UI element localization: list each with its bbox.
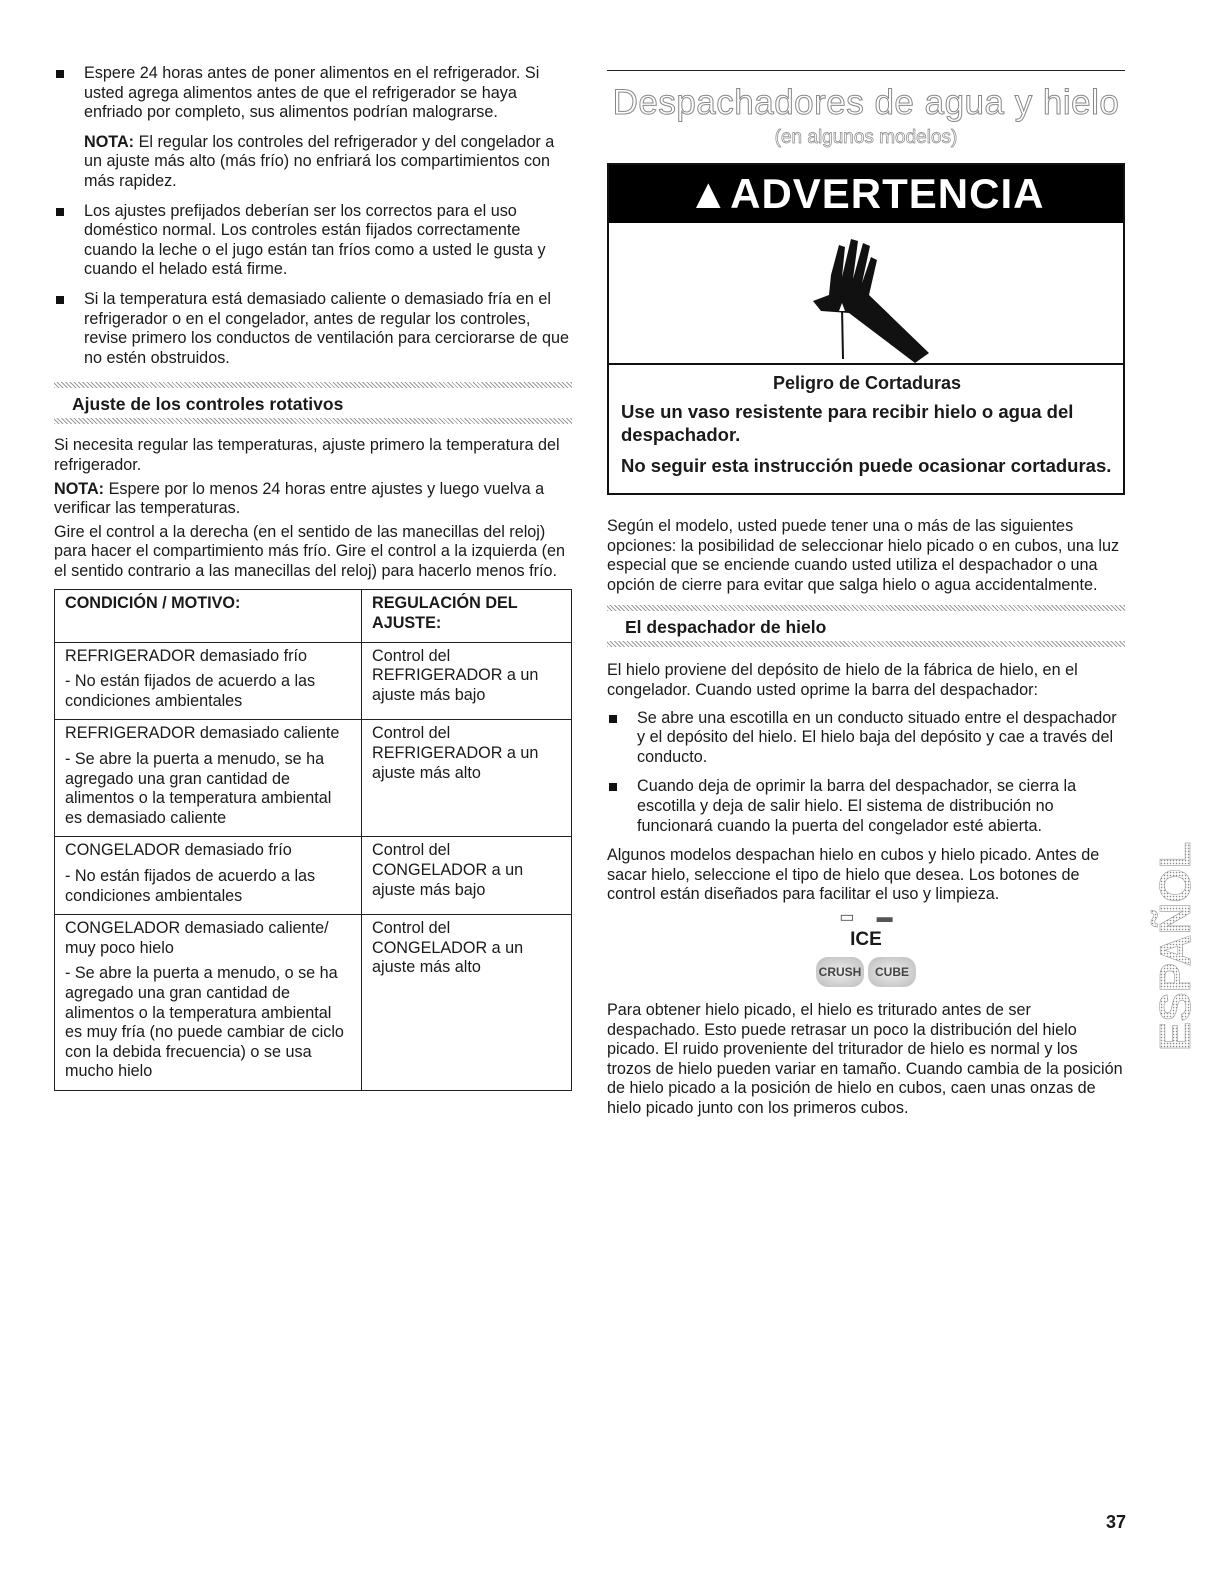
indicator-icon: ▭ ▬	[839, 908, 893, 926]
list-item: Cuando deja de oprimir la barra del despachador, se cierra la escotilla y deja de salir hielo. El sistema de distribución no funcionará cuando la puerta del congelador esté abierta.	[607, 777, 1125, 836]
section-title: Ajuste de los controles rotativos	[72, 394, 344, 415]
top-rule	[607, 70, 1125, 71]
paragraph: Si necesita regular las temperaturas, ajuste primero la temperatura del refrigerador.	[54, 436, 560, 474]
control-table	[54, 589, 572, 1090]
table-row	[55, 915, 572, 1091]
table-cell: Control del CONGELADOR a un ajuste más bajo	[362, 837, 572, 915]
table-cell: REFRIGERADOR demasiado caliente - Se abre la puerta a menudo, se ha agregado una gran cantidad de alimentos o la temperatura ambiental es demasiado caliente	[55, 720, 362, 837]
crush-button[interactable]: CRUSH	[816, 957, 864, 987]
warning-text: No seguir esta instrucción puede ocasionar cortaduras.	[621, 455, 1112, 476]
table-row	[55, 720, 572, 837]
section-title: El despachador de hielo	[625, 617, 827, 638]
ice-control-panel	[607, 908, 1125, 987]
language-side-tab	[1146, 813, 1206, 1053]
side-tab-text: ESPAÑOL	[1151, 841, 1200, 1051]
table-cell: Control del REFRIGERADOR a un ajuste más bajo	[362, 642, 572, 720]
bullet-text: Si la temperatura está demasiado caliente o demasiado fría en el refrigerador o en el congelador, antes de regular los controles, revise primero los conductos de ventilación para cerciorarse de que no estén obstruidos.	[84, 289, 569, 367]
paragraph: Según el modelo, usted puede tener una o más de las siguientes opciones: la posibilidad de seleccionar hielo picado o en cubos, una luz especial que se enciende cuando usted utiliza el despachador o una opción de cierre para evitar que salga hielo o agua accidentalmente.	[607, 517, 1120, 594]
table-header: CONDICIÓN / MOTIVO:	[55, 590, 362, 642]
cube-button[interactable]: CUBE	[868, 957, 916, 987]
list-item	[54, 290, 572, 368]
hatch-rule	[54, 418, 572, 424]
table-cell: Control del REFRIGERADOR a un ajuste más alto	[362, 720, 572, 837]
warning-text: Use un vaso resistente para recibir hielo o agua del despachador.	[621, 401, 1074, 445]
page-number: 37	[1105, 1512, 1126, 1532]
warning-triangle-icon: ▲	[687, 170, 731, 217]
warning-body	[609, 365, 1123, 493]
table-cell: REFRIGERADOR demasiado frío - No están fijados de acuerdo a las condiciones ambientales	[55, 642, 362, 720]
warning-box	[607, 163, 1125, 495]
paragraph: Para obtener hielo picado, el hielo es triturado antes de ser despachado. Esto puede retrasar un poco la distribución del hielo picado. El ruido proveniente del triturador de hielo es normal y los trozos de hielo pueden variar en tamaño. Cuando cambia de la posición de hielo picado a la posición de hielo en cubos, caen unas onzas de hielo picado junto con los primeros cubos.	[607, 1000, 1123, 1117]
bullet-text: Los ajustes prefijados deberían ser los correctos para el uso doméstico normal. Los controles están fijados correctamente cuando la leche o el jugo están tan fríos como a usted le gusta y cuando el helado está firme.	[84, 201, 546, 279]
table-cell: CONGELADOR demasiado frío - No están fijados de acuerdo a las condiciones ambientales	[55, 837, 362, 915]
table-cell: Control del CONGELADOR a un ajuste más alto	[362, 915, 572, 1091]
bullet-text: Espere 24 horas antes de poner alimentos en el refrigerador. Si usted agrega alimentos antes de que el refrigerador se haya enfriado por completo, sus alimentos podrían malograrse.	[84, 64, 540, 122]
paragraph: El hielo proviene del depósito de hielo de la fábrica de hielo, en el congelador. Cuando usted oprime la barra del despachador:	[607, 661, 1078, 699]
ice-label: ICE	[850, 928, 882, 950]
table-cell: CONGELADOR demasiado caliente/ muy poco hielo - Se abre la puerta a menudo, o se ha agregado una gran cantidad de alimentos o la temperatura ambiental es muy fría (no puede cambiar de ciclo con la debida frecuencia) o se usa mucho hielo	[55, 915, 362, 1091]
table-header-row	[55, 590, 572, 642]
note: NOTA: El regular los controles del refrigerador y del congelador a un ajuste más alto (más frío) no enfriará los compartimientos con más rapidez.	[84, 132, 555, 190]
left-column	[54, 64, 572, 1091]
bullet-list	[607, 709, 1125, 837]
table-row	[55, 837, 572, 915]
section-subheading: (en algunos modelos)	[774, 127, 958, 148]
hand-cut-icon	[609, 223, 1123, 365]
note: NOTA: Espere por lo menos 24 horas entre ajustes y luego vuelva a verificar las temperaturas.	[54, 479, 545, 518]
warning-title: Peligro de Cortaduras	[772, 373, 962, 393]
paragraph: Algunos modelos despachan hielo en cubos y hielo picado. Antes de sacar hielo, seleccione el tipo de hielo que desea. Los botones de control están diseñados para facilitar el uso y limpieza.	[607, 846, 1100, 904]
warning-banner: ▲ADVERTENCIA	[609, 165, 1123, 223]
list-item	[54, 64, 572, 192]
right-column	[607, 70, 1125, 1118]
table-row	[55, 642, 572, 720]
table-header: REGULACIÓN DEL AJUSTE:	[362, 590, 572, 642]
hatch-rule	[607, 641, 1125, 647]
list-item	[54, 202, 572, 280]
list-item: Se abre una escotilla en un conducto situado entre el despachador y el depósito del hielo. El hielo baja del depósito y cae a través del conducto.	[607, 709, 1125, 768]
section-heading: Despachadores de agua y hielo	[612, 83, 1120, 122]
paragraph: Gire el control a la derecha (en el sentido de las manecillas del reloj) para hacer el compartimiento más frío. Gire el control a la izquierda (en el sentido contrario a las manecillas del reloj) para hacerlo menos frío.	[54, 522, 566, 580]
